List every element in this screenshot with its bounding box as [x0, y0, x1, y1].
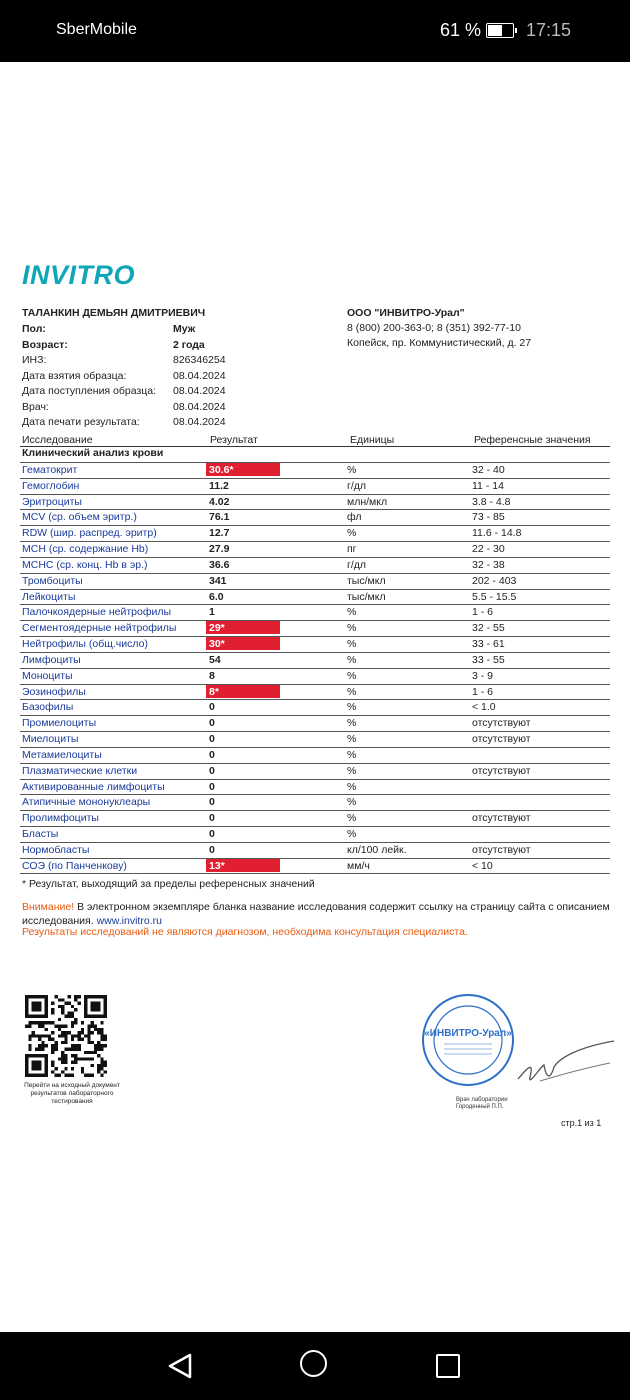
table-row [20, 763, 610, 779]
result-unit: пг [347, 543, 357, 556]
reference-range: 33 - 61 [472, 638, 505, 651]
table-row [20, 842, 610, 858]
patient-field-value: 08.04.2024 [173, 385, 226, 397]
table-row [20, 462, 610, 478]
test-name[interactable]: MCV (ср. объем эритр.) [22, 511, 137, 524]
test-name[interactable]: Атипичные мононуклеары [22, 796, 151, 809]
test-name[interactable]: Сегментоядерные нейтрофилы [22, 622, 177, 635]
result-unit: тыс/мкл [347, 590, 386, 603]
notice-prefix: Внимание! [22, 901, 75, 913]
patient-field-label: Врач: [22, 400, 49, 413]
result-value: 0 [209, 796, 215, 809]
recent-apps-icon[interactable] [436, 1354, 460, 1378]
status-bar [0, 0, 630, 62]
table-row [20, 826, 610, 842]
patient-field-value: Муж [173, 323, 196, 335]
table-row [20, 684, 610, 700]
col-header-test: Исследование [22, 434, 93, 446]
table-row [20, 494, 610, 510]
result-value: 8 [209, 669, 215, 682]
test-name[interactable]: MCHC (ср. конц. Hb в эр.) [22, 558, 148, 571]
doctor-title: Врач лаборатории [456, 1097, 508, 1103]
result-value: 76.1 [209, 511, 230, 524]
reference-range: 3.8 - 4.8 [472, 495, 511, 508]
table-row [20, 747, 610, 763]
result-value: 341 [209, 574, 227, 587]
invitro-link[interactable]: www.invitro.ru [96, 915, 162, 927]
result-value: 0 [209, 701, 215, 714]
table-row [20, 525, 610, 541]
lab-address: Копейск, пр. Коммунистический, д. 27 [347, 337, 532, 349]
patient-field-label: Дата поступления образца: [22, 385, 157, 397]
reference-range: 1 - 6 [472, 685, 494, 698]
table-row [20, 604, 610, 620]
result-unit: % [347, 464, 357, 476]
table-row [20, 620, 610, 636]
table-row [20, 478, 610, 494]
result-value: 0 [209, 748, 215, 761]
patient-field-value: 08.04.2024 [173, 369, 226, 382]
test-name[interactable]: Базофилы [22, 701, 74, 714]
col-header-reference: Референсные значения [474, 434, 591, 446]
result-value: 0 [209, 828, 215, 841]
result-unit: % [347, 685, 357, 698]
reference-range: отсутствуют [472, 812, 531, 825]
reference-range: 33 - 55 [472, 653, 505, 666]
lab-report-document [0, 62, 630, 1332]
test-name[interactable]: Тромбоциты [22, 574, 83, 587]
table-row [20, 541, 610, 557]
results-table [20, 462, 610, 874]
result-value: 6.0 [209, 590, 224, 603]
navigation-bar [0, 1332, 630, 1400]
result-value: 29* [206, 621, 280, 634]
result-unit: % [347, 812, 357, 825]
table-row [20, 794, 610, 810]
result-value: 0 [209, 733, 215, 746]
patient-field-label: Возраст: [22, 338, 68, 351]
test-name[interactable]: Бласты [22, 828, 59, 841]
test-name[interactable]: Моноциты [22, 669, 73, 682]
qr-code[interactable] [25, 995, 107, 1077]
reference-range: 3 - 9 [472, 669, 494, 682]
battery-percent: 61 % [440, 20, 482, 40]
patient-field-value: 826346254 [173, 354, 226, 366]
doctor-caption [456, 1097, 508, 1111]
result-unit: фл [347, 511, 362, 524]
notice [22, 900, 612, 928]
reference-range: 73 - 85 [472, 511, 505, 524]
reference-range: 22 - 30 [472, 543, 505, 556]
test-name[interactable]: Эритроциты [22, 495, 82, 508]
result-unit: % [347, 638, 357, 651]
lab-phones: 8 (800) 200-363-0; 8 (351) 392-77-10 [347, 322, 521, 334]
col-header-result: Результат [210, 434, 258, 446]
result-unit: % [347, 701, 357, 714]
notice-text: В электронном экземпляре бланка название исследования содержит ссылку на страницу сайта с описанием исследования. [22, 901, 610, 927]
reference-range: 11 - 14 [472, 479, 504, 492]
result-unit: % [347, 527, 357, 540]
reference-range: < 1.0 [472, 701, 496, 714]
table-row [20, 652, 610, 668]
reference-range: отсутствуют [472, 717, 531, 730]
reference-range: < 10 [472, 859, 493, 872]
reference-range: отсутствуют [472, 764, 531, 777]
battery-icon [486, 23, 514, 38]
section-title: Клинический анализ крови [22, 447, 164, 459]
page-number: стр.1 из 1 [561, 1118, 602, 1128]
result-value: 54 [209, 653, 221, 666]
reference-range: 5.5 - 15.5 [472, 590, 517, 603]
patient-name: ТАЛАНКИН ДЕМЬЯН ДМИТРИЕВИЧ [22, 307, 206, 319]
result-value: 4.02 [209, 495, 230, 508]
result-value: 13* [206, 859, 280, 872]
result-value: 30.6* [206, 463, 280, 476]
test-name[interactable]: Эозинофилы [22, 685, 86, 698]
result-value: 12.7 [209, 527, 230, 540]
warning-text: Результаты исследований не являются диагнозом, необходима консультация специалиста. [22, 926, 468, 938]
footnote: * Результат, выходящий за пределы референсных значений [22, 878, 315, 890]
table-row [20, 731, 610, 747]
result-unit: % [347, 622, 357, 635]
test-name[interactable]: Плазматические клетки [22, 764, 138, 777]
result-unit: тыс/мкл [347, 574, 386, 587]
result-unit: млн/мкл [347, 495, 388, 508]
test-name[interactable]: Активированные лимфоциты [22, 780, 165, 793]
result-unit: кл/100 лейк. [347, 843, 407, 856]
result-unit: % [347, 717, 357, 730]
patient-field-value: 08.04.2024 [173, 416, 226, 428]
table-row [20, 779, 610, 795]
table-row [20, 573, 610, 589]
clock: 17:15 [526, 20, 572, 40]
result-value: 0 [209, 764, 215, 777]
result-unit: % [347, 828, 357, 841]
test-name[interactable]: Миелоциты [22, 733, 79, 746]
patient-field-label: ИНЗ: [22, 354, 47, 366]
carrier-name: SberMobile [56, 21, 137, 38]
table-row [20, 589, 610, 605]
result-value: 1 [209, 606, 215, 619]
table-row [20, 858, 610, 874]
result-unit: г/дл [347, 558, 367, 571]
test-name[interactable]: Палочкоядерные нейтрофилы [22, 606, 172, 619]
reference-range: 1 - 6 [472, 606, 494, 619]
patient-field-label: Дата печати результата: [22, 416, 140, 428]
table-row [20, 699, 610, 715]
result-value: 36.6 [209, 558, 230, 571]
reference-range: 11.6 - 14.8 [472, 527, 522, 540]
patient-field-label: Пол: [22, 323, 46, 335]
result-value: 8* [206, 685, 280, 698]
lab-stamp [420, 992, 516, 1088]
test-name[interactable]: СОЭ (по Панченкову) [22, 859, 127, 872]
result-unit: % [347, 733, 357, 746]
test-name[interactable]: Лимфоциты [22, 653, 81, 666]
qr-caption: Перейти на исходный документ результатов лабораторного тестирования [24, 1082, 120, 1105]
result-unit: % [347, 764, 357, 777]
patient-field-label: Дата взятия образца: [22, 369, 127, 382]
result-value: 0 [209, 843, 215, 856]
patient-field-value: 2 года [173, 338, 205, 351]
test-name[interactable]: Промиелоциты [22, 717, 97, 730]
result-unit: % [347, 606, 357, 619]
reference-range: 32 - 38 [472, 558, 505, 571]
reference-range: 32 - 55 [472, 622, 505, 635]
result-unit: % [347, 748, 357, 761]
result-unit: % [347, 780, 357, 793]
result-unit: % [347, 653, 357, 666]
result-unit: г/дл [347, 479, 367, 492]
col-header-units: Единицы [350, 434, 395, 446]
invitro-logo: INVITRO [22, 260, 136, 290]
result-value: 11.2 [209, 479, 229, 492]
test-name[interactable]: Гемоглобин [22, 479, 80, 492]
back-icon[interactable] [166, 1352, 194, 1380]
table-row [20, 715, 610, 731]
test-name[interactable]: Гематокрит [22, 464, 78, 476]
reference-range: 202 - 403 [472, 574, 517, 587]
result-value: 0 [209, 812, 215, 825]
patient-field-value: 08.04.2024 [173, 400, 226, 413]
reference-range: 32 - 40 [472, 464, 505, 476]
reference-range: отсутствуют [472, 733, 531, 746]
test-name[interactable]: Лейкоциты [22, 590, 76, 603]
result-unit: % [347, 796, 357, 809]
test-name[interactable]: MCH (ср. содержание Hb) [22, 543, 149, 556]
result-value: 0 [209, 717, 215, 730]
test-name[interactable]: Нормобласты [22, 843, 90, 856]
result-value: 30* [206, 637, 280, 650]
stamp-title: «ИНВИТРО-Урал» [424, 1028, 512, 1039]
home-icon[interactable] [300, 1350, 327, 1377]
result-value: 0 [209, 780, 215, 793]
result-unit: % [347, 669, 357, 682]
table-row [20, 636, 610, 652]
test-name[interactable]: Пролимфоциты [22, 812, 99, 825]
reference-range: отсутствуют [472, 843, 531, 856]
result-unit: мм/ч [347, 859, 370, 872]
table-row [20, 509, 610, 525]
test-name[interactable]: Метамиелоциты [22, 748, 102, 761]
table-row [20, 557, 610, 573]
result-value: 27.9 [209, 543, 230, 556]
test-name[interactable]: RDW (шир. распред. эритр) [22, 527, 157, 540]
test-name[interactable]: Нейтрофилы (общ.число) [22, 638, 148, 651]
doctor-signature [510, 1037, 620, 1097]
doctor-name: Городенный П.П. [456, 1104, 504, 1110]
table-row [20, 810, 610, 826]
lab-name: ООО "ИНВИТРО-Урал" [347, 307, 465, 319]
table-row [20, 668, 610, 684]
